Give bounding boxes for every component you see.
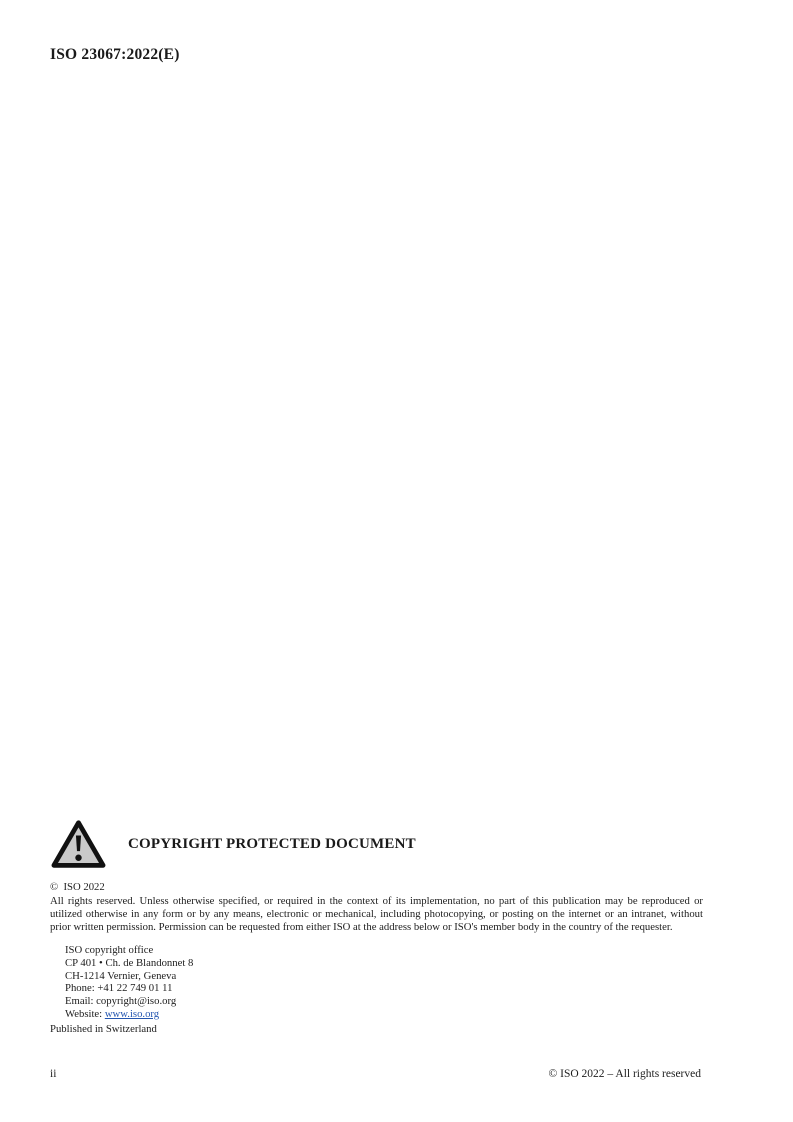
warning-triangle-icon <box>50 818 107 871</box>
page-number: ii <box>50 1068 57 1080</box>
copyright-heading: COPYRIGHT PROTECTED DOCUMENT <box>128 835 416 852</box>
copyright-section <box>50 816 703 1035</box>
address-line: ISO copyright office <box>65 944 154 956</box>
page-footer <box>50 1068 701 1080</box>
website-label: Website: <box>65 1007 105 1020</box>
address-line: CP 401 • Ch. de Blandonnet 8 <box>65 956 194 969</box>
published-line: Published in Switzerland <box>50 1022 157 1035</box>
page-header: ISO 23067:2022(E) <box>50 46 180 63</box>
website-line <box>65 1008 703 1021</box>
address-line: Phone: +41 22 749 01 11 <box>65 982 173 995</box>
copyright-year: © ISO 2022 <box>50 881 105 893</box>
address-line: Email: copyright@iso.org <box>65 995 177 1008</box>
footer-copyright: © ISO 2022 – All rights reserved <box>548 1068 701 1080</box>
copyright-body: All rights reserved. Unless otherwise specified, or required in the context of its implementation, no part of this publication may be reproduced or utilized otherwise in any form or by any means, electronic or mechanical, including photocopying, or posting on the internet or an intranet, without prior written permission. Permission can be requested from either ISO at the address below or ISO's member body in the country of the requester. <box>50 895 703 933</box>
copyright-heading-row <box>50 816 703 872</box>
website-link[interactable]: www.iso.org <box>104 1007 160 1020</box>
address-line: CH-1214 Vernier, Geneva <box>65 969 177 982</box>
address-block <box>50 944 703 1021</box>
